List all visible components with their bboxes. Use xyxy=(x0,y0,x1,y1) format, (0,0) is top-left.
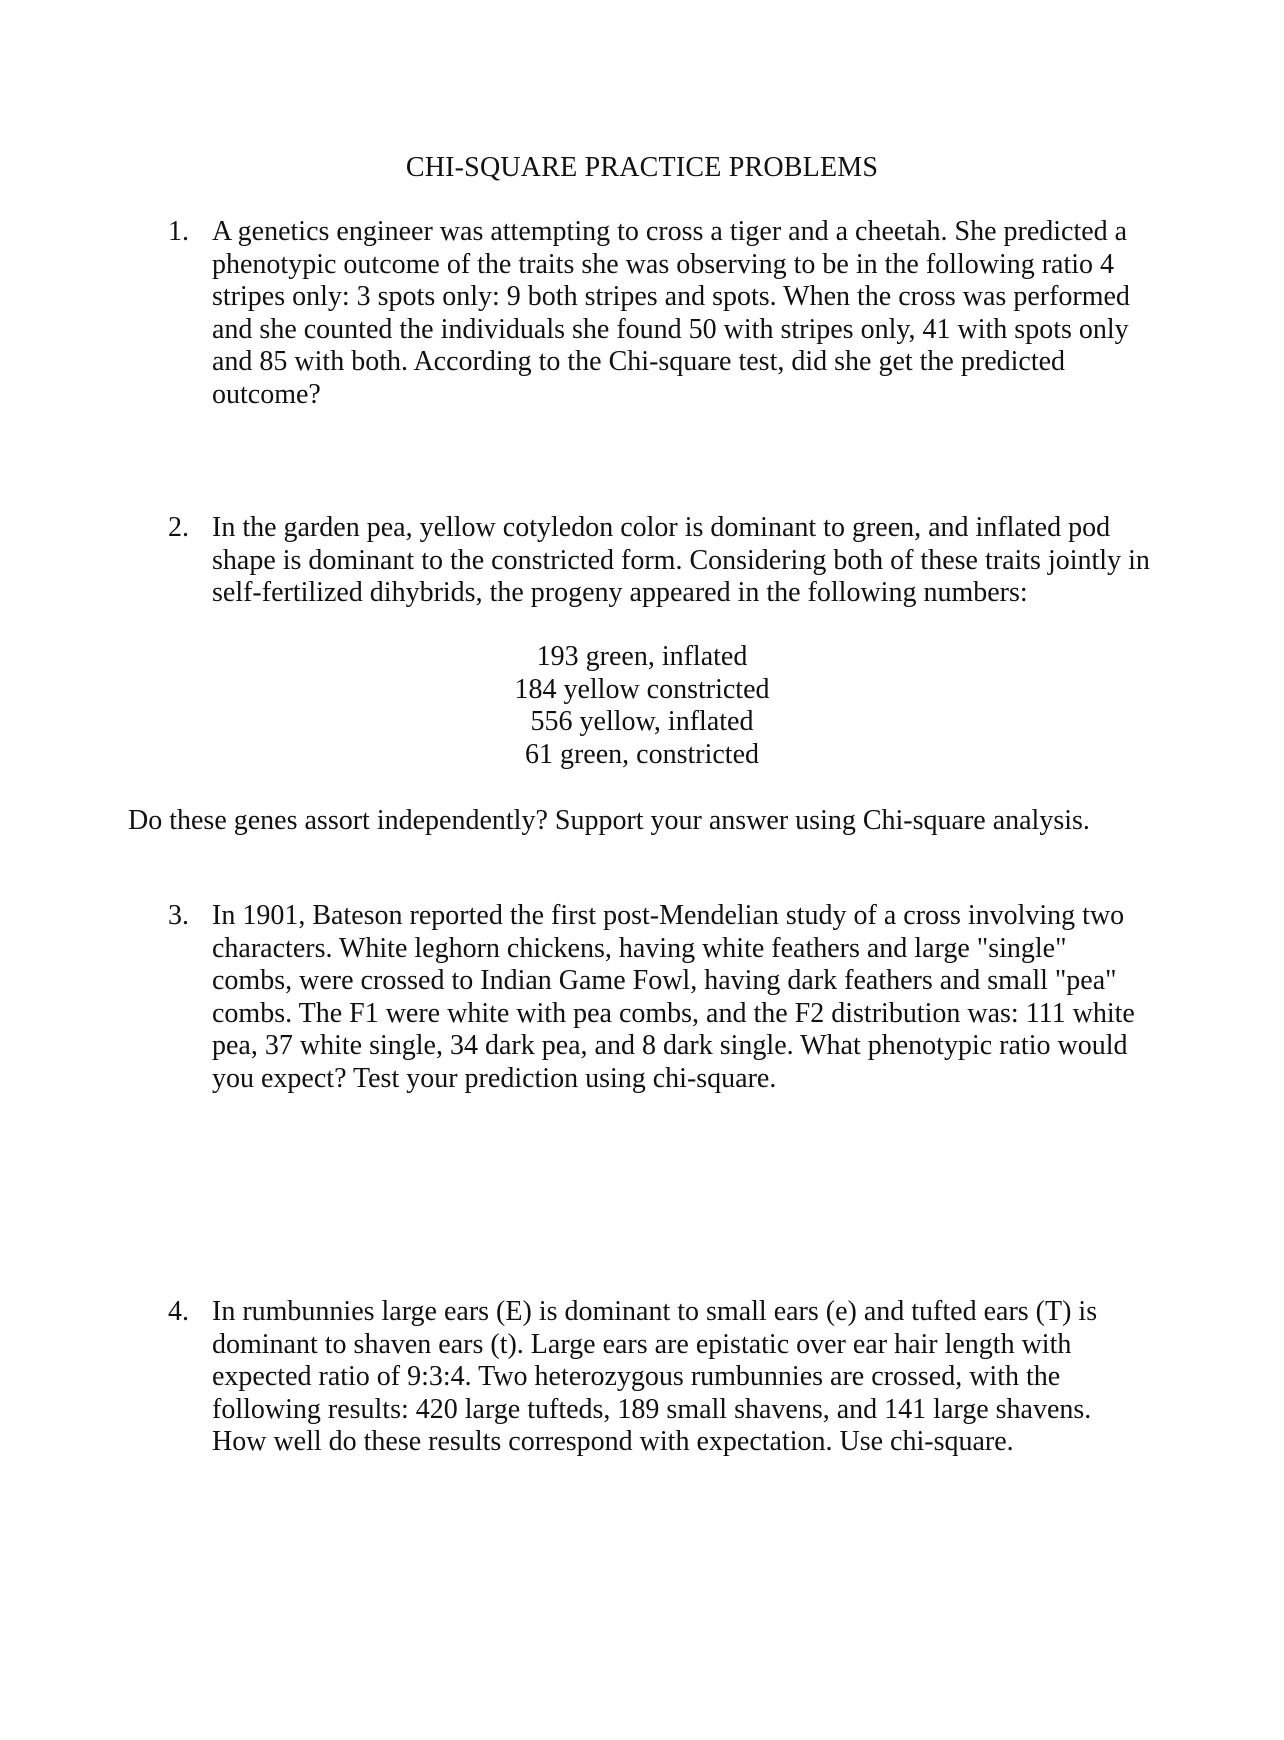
problem-4 xyxy=(168,1296,1148,1459)
count-line: 184 yellow constricted xyxy=(514,673,770,705)
problem-number: 1. xyxy=(168,216,189,247)
problem-1 xyxy=(168,216,1148,411)
count-line: 61 green, constricted xyxy=(524,738,760,770)
problem-text: In the garden pea, yellow cotyledon color is dominant to green, and inflated pod shape is dominant to the constricted form. Considering both of these traits jointly in self-fertilized dihybrids, the progeny appeared in the following numbers: xyxy=(212,512,1150,608)
problem-number: 3. xyxy=(168,900,189,931)
problem-2 xyxy=(168,512,1148,610)
problem-number: 4. xyxy=(168,1296,189,1327)
page-title: CHI-SQUARE PRACTICE PROBLEMS xyxy=(405,152,879,183)
problem-text: In 1901, Bateson reported the first post-Mendelian study of a cross involving two characters. White leghorn chickens, having white feathers and large "single" combs, were crossed to Indian Game Fowl, having dark feathers and small "pea" combs. The F1 were white with pea combs, and the F2 distribution was: 111 white pea, 37 white single, 34 dark pea, and 8 dark single. What phenotypic ratio would you expect? Test your prediction using chi-square. xyxy=(212,900,1135,1094)
problem-2-followup: Do these genes assort independently? Support your answer using Chi-square analysis. xyxy=(128,805,1090,836)
problem-number: 2. xyxy=(168,512,189,543)
count-line: 193 green, inflated xyxy=(536,641,748,672)
problem-text: A genetics engineer was attempting to cross a tiger and a cheetah. She predicted a phenotypic outcome of the traits she was observing to be in the following ratio 4 stripes only: 3 spots only: 9 both stripes and spots. When the cross was performed and she counted the individuals she found 50 with stripes only, 41 with spots only and 85 with both. According to the Chi-square test, did she get the predicted outcome? xyxy=(212,216,1130,410)
count-line: 556 yellow, inflated xyxy=(530,706,754,737)
problem-3 xyxy=(168,900,1148,1095)
progeny-counts xyxy=(0,641,1284,771)
problem-text: In rumbunnies large ears (E) is dominant to small ears (e) and tufted ears (T) is dominant to shaven ears (t). Large ears are epistatic over ear hair length with expected ratio of 9:3:4. Two heterozygous rumbunnies are crossed, with the following results: 420 large tufteds, 189 small shavens, and 141 large shavens. How well do these results correspond with expectation. Use chi-square. xyxy=(212,1296,1098,1457)
